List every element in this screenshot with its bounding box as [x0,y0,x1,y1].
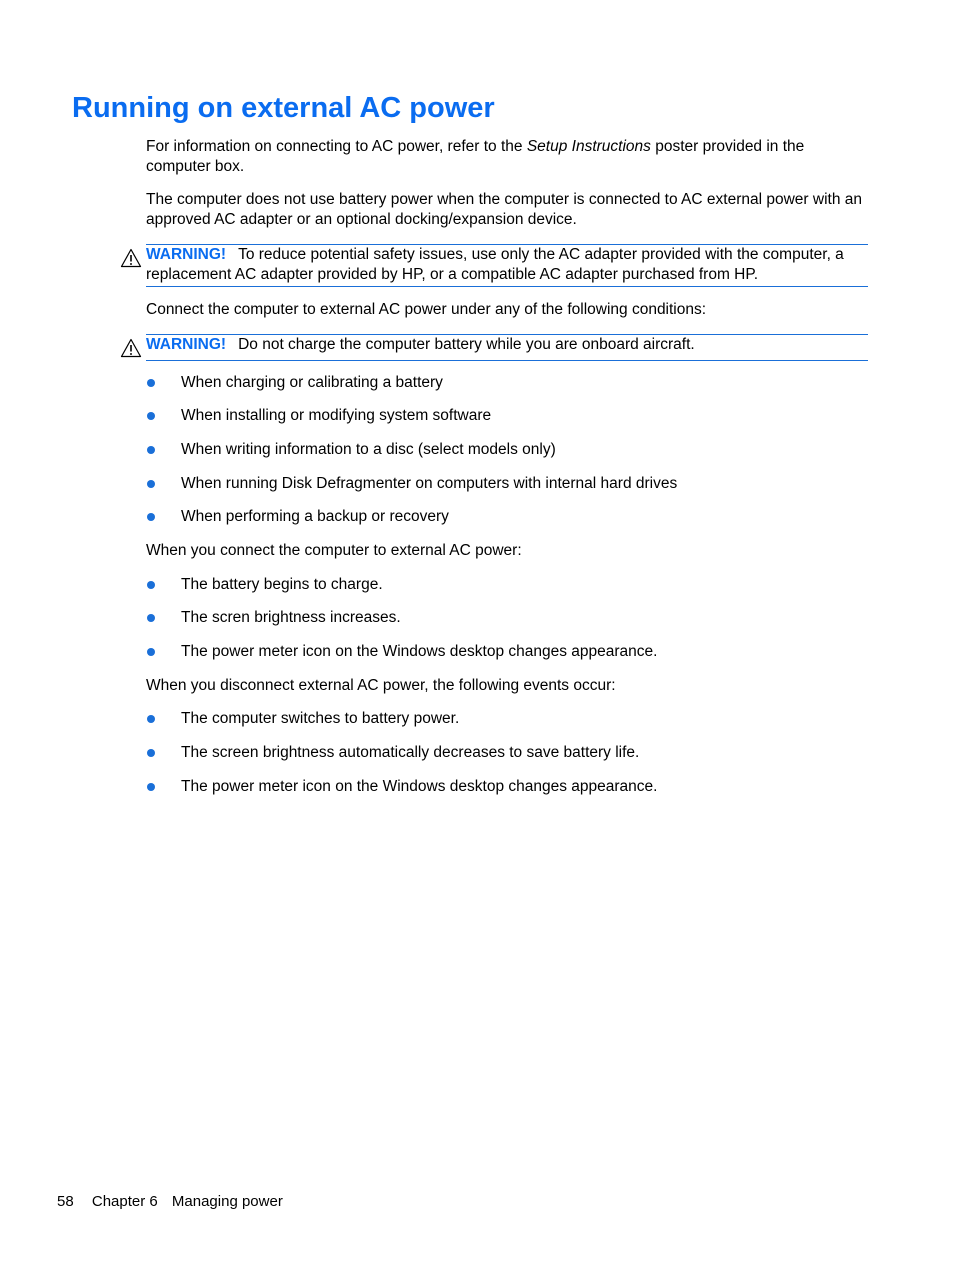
conditions-list [146,373,868,527]
list-item [146,642,868,662]
list-item-text: When performing a backup or recovery [181,508,449,525]
page-number: 58 [57,1193,74,1210]
bullet-dot [147,648,155,656]
list-item-text: The screen brightness automatically decreases to save battery life. [181,744,640,761]
chapter-label: Chapter 6 [91,1193,158,1210]
warning-text: To reduce potential safety issues, use only the AC adapter provided with the computer, a replacement AC adapter provided by HP, or a compatible AC adapter purchased from HP. [146,246,844,283]
warning-label: WARNING! [146,246,227,263]
warning-aircraft [146,334,868,361]
chapter-title: Managing power [171,1193,283,1210]
list-item [146,440,868,460]
list-item [146,743,868,763]
bullet-dot [147,614,155,622]
list-item-text: When charging or calibrating a battery [181,374,443,391]
list-item [146,777,868,797]
intro-text-after: poster provided in the computer box. [146,138,805,175]
intro-text-before: For information on connecting to AC power, refer to the [146,138,527,155]
connect-intro: When you connect the computer to external AC power: [146,542,522,559]
list-item [146,474,868,494]
list-item [146,406,868,426]
warning-text: Do not charge the computer battery while you are onboard aircraft. [238,336,695,353]
list-item-text: The battery begins to charge. [181,576,383,593]
list-item-text: The scren brightness increases. [181,609,401,626]
bullet-dot [147,715,155,723]
list-item [146,709,868,729]
bullet-dot [147,783,155,791]
list-item-text: When installing or modifying system software [181,407,492,424]
bullet-dot [147,480,155,488]
list-item-text: The power meter icon on the Windows desktop changes appearance. [181,778,658,795]
bullet-dot [147,581,155,589]
list-item [146,608,868,628]
list-item [146,373,868,393]
setup-instructions-title: Setup Instructions [526,138,651,155]
bullet-dot [147,749,155,757]
list-item [146,507,868,527]
warning-ac-adapter [146,244,868,287]
intro-paragraph [146,137,868,177]
list-item-text: The power meter icon on the Windows desktop changes appearance. [181,643,658,660]
page-footer [57,1192,283,1212]
connect-events-list [146,575,868,662]
warning-label: WARNING! [146,336,227,353]
battery-power-paragraph: The computer does not use battery power when the computer is connected to AC external power with an approved AC adapter or an optional docking/expansion device. [146,191,862,228]
conditions-intro: Connect the computer to external AC power under any of the following conditions: [146,301,707,318]
list-item-text: When running Disk Defragmenter on computers with internal hard drives [181,475,678,492]
bullet-dot [147,513,155,521]
disconnect-intro: When you disconnect external AC power, the following events occur: [146,677,616,694]
main-content [146,137,868,797]
list-item [146,575,868,595]
page-title: Running on external AC power [72,92,495,124]
bullet-dot [147,412,155,420]
list-item-text: When writing information to a disc (select models only) [181,441,556,458]
warning-triangle-icon [120,248,142,268]
bullet-dot [147,379,155,387]
warning-triangle-icon [120,338,142,358]
list-item-text: The computer switches to battery power. [181,710,460,727]
disconnect-events-list [146,709,868,797]
bullet-dot [147,446,155,454]
